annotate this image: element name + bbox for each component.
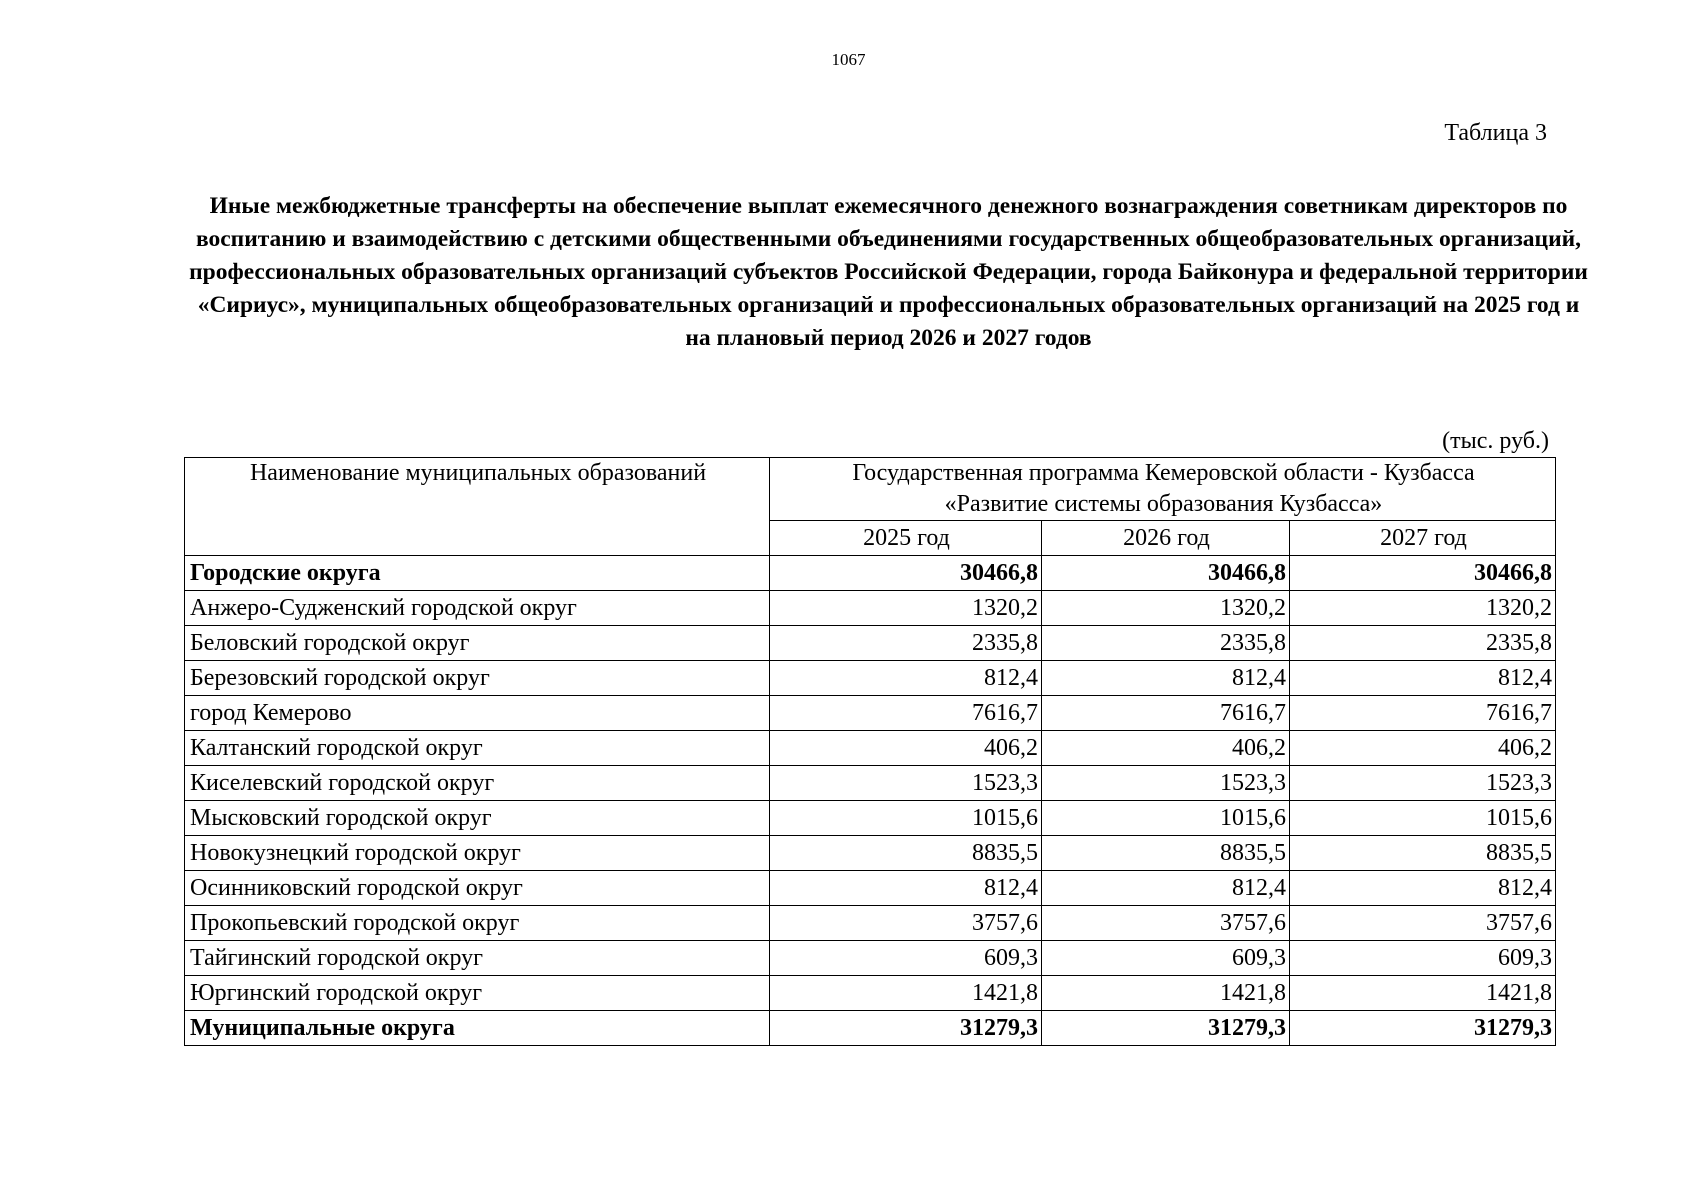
value-cell-2026: 812,4	[1042, 661, 1290, 696]
municipality-name: Калтанский городской округ	[185, 731, 770, 766]
table-row	[185, 906, 1556, 941]
transfers-table	[184, 457, 1556, 1046]
municipality-name: город Кемерово	[185, 696, 770, 731]
value-cell-2027: 812,4	[1290, 871, 1556, 906]
value-cell-2027: 31279,3	[1290, 1011, 1556, 1046]
table-total-row	[185, 556, 1556, 591]
municipality-name: Осинниковский городской округ	[185, 871, 770, 906]
value-cell-2027: 3757,6	[1290, 906, 1556, 941]
table-row	[185, 661, 1556, 696]
municipality-name: Киселевский городской округ	[185, 766, 770, 801]
value-cell-2025: 3757,6	[770, 906, 1042, 941]
table-row	[185, 731, 1556, 766]
page-number: 1067	[831, 50, 866, 69]
value-cell-2026: 30466,8	[1042, 556, 1290, 591]
municipality-name: Анжеро-Судженский городской округ	[185, 591, 770, 626]
municipality-name: Прокопьевский городской округ	[185, 906, 770, 941]
table-row	[185, 801, 1556, 836]
municipality-name: Городские округа	[185, 556, 770, 591]
value-cell-2025: 30466,8	[770, 556, 1042, 591]
value-cell-2025: 406,2	[770, 731, 1042, 766]
table-row	[185, 941, 1556, 976]
value-cell-2027: 8835,5	[1290, 836, 1556, 871]
municipality-name: Мысковский городской округ	[185, 801, 770, 836]
value-cell-2026: 812,4	[1042, 871, 1290, 906]
header-year-2027: 2027 год	[1290, 521, 1556, 556]
table-row	[185, 836, 1556, 871]
value-cell-2027: 1320,2	[1290, 591, 1556, 626]
table-row	[185, 976, 1556, 1011]
value-cell-2027: 7616,7	[1290, 696, 1556, 731]
document-title: Иные межбюджетные трансферты на обеспечение выплат ежемесячного денежного вознаграждения советникам директоров по воспитанию и взаимодействию с детскими общественными объединениями государственных общеобразовательных организаций, профессиональных образовательных организаций субъектов Российской Федерации, города Байконура и федеральной территории «Сириус», муниципальных общеобразовательных организаций и профессиональных образовательных организаций на 2025 год и на плановый период 2026 и 2027 годов	[189, 193, 1588, 351]
value-cell-2025: 2335,8	[770, 626, 1042, 661]
municipality-name: Муниципальные округа	[185, 1011, 770, 1046]
value-cell-2025: 7616,7	[770, 696, 1042, 731]
value-cell-2026: 609,3	[1042, 941, 1290, 976]
header-program-line2: «Развитие системы образования Кузбасса»	[944, 491, 1383, 517]
value-cell-2026: 8835,5	[1042, 836, 1290, 871]
value-cell-2025: 1320,2	[770, 591, 1042, 626]
value-cell-2027: 2335,8	[1290, 626, 1556, 661]
value-cell-2026: 1523,3	[1042, 766, 1290, 801]
value-cell-2025: 8835,5	[770, 836, 1042, 871]
value-cell-2027: 1015,6	[1290, 801, 1556, 836]
table-header-row	[185, 458, 1556, 521]
value-cell-2026: 1320,2	[1042, 591, 1290, 626]
table-row	[185, 766, 1556, 801]
value-cell-2027: 1523,3	[1290, 766, 1556, 801]
municipality-name: Новокузнецкий городской округ	[185, 836, 770, 871]
value-cell-2027: 609,3	[1290, 941, 1556, 976]
value-cell-2026: 7616,7	[1042, 696, 1290, 731]
value-cell-2025: 1523,3	[770, 766, 1042, 801]
header-program-line1: Государственная программа Кемеровской области - Кузбасса	[852, 460, 1475, 486]
value-cell-2026: 3757,6	[1042, 906, 1290, 941]
municipality-name: Тайгинский городской округ	[185, 941, 770, 976]
header-year-2025: 2025 год	[770, 521, 1042, 556]
value-cell-2025: 812,4	[770, 661, 1042, 696]
value-cell-2026: 2335,8	[1042, 626, 1290, 661]
header-program	[770, 458, 1556, 521]
value-cell-2025: 609,3	[770, 941, 1042, 976]
table-total-row	[185, 1011, 1556, 1046]
header-year-2026: 2026 год	[1042, 521, 1290, 556]
value-cell-2025: 1421,8	[770, 976, 1042, 1011]
units-label: (тыс. руб.)	[1442, 428, 1549, 454]
table-row	[185, 871, 1556, 906]
value-cell-2025: 812,4	[770, 871, 1042, 906]
municipality-name: Юргинский городской округ	[185, 976, 770, 1011]
table-row	[185, 591, 1556, 626]
table-row	[185, 696, 1556, 731]
table-row	[185, 626, 1556, 661]
municipality-name: Березовский городской округ	[185, 661, 770, 696]
value-cell-2026: 406,2	[1042, 731, 1290, 766]
header-name: Наименование муниципальных образований	[185, 458, 770, 556]
value-cell-2027: 30466,8	[1290, 556, 1556, 591]
value-cell-2026: 1421,8	[1042, 976, 1290, 1011]
value-cell-2025: 1015,6	[770, 801, 1042, 836]
value-cell-2027: 812,4	[1290, 661, 1556, 696]
value-cell-2026: 31279,3	[1042, 1011, 1290, 1046]
table-label: Таблица 3	[1444, 120, 1547, 146]
value-cell-2026: 1015,6	[1042, 801, 1290, 836]
value-cell-2025: 31279,3	[770, 1011, 1042, 1046]
municipality-name: Беловский городской округ	[185, 626, 770, 661]
value-cell-2027: 1421,8	[1290, 976, 1556, 1011]
value-cell-2027: 406,2	[1290, 731, 1556, 766]
